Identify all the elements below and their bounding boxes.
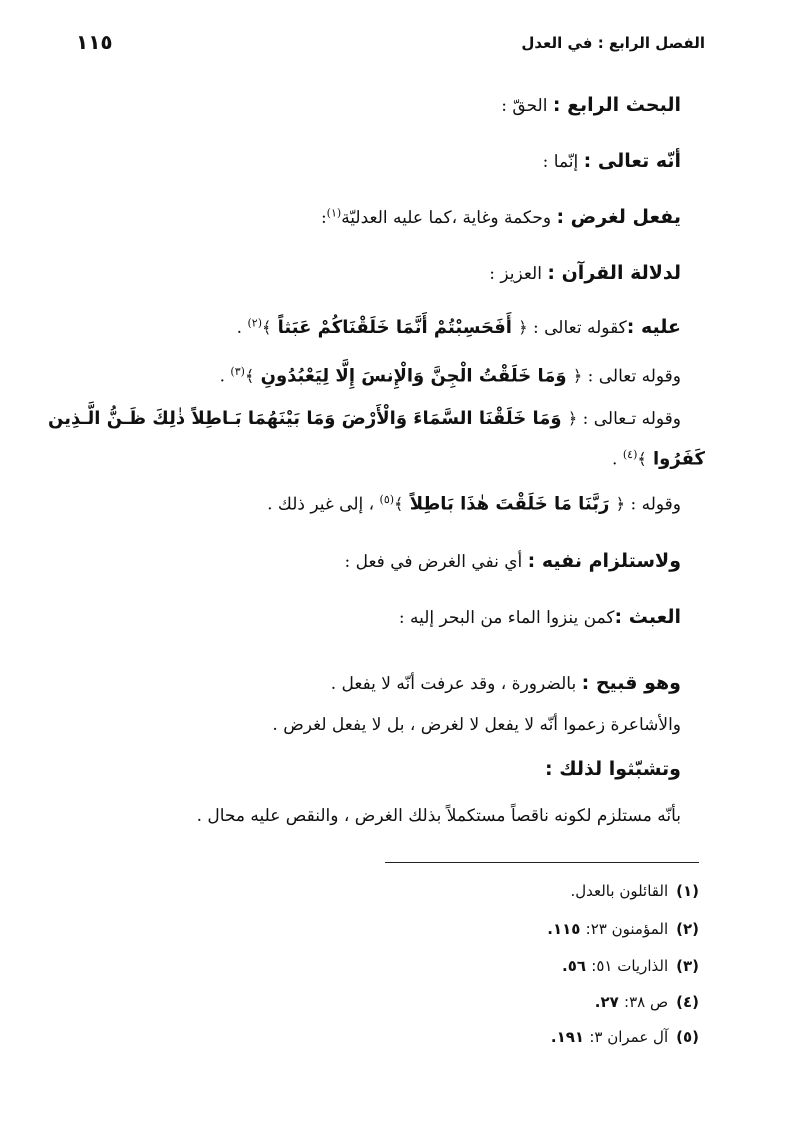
line-tail: . bbox=[219, 366, 231, 387]
footnote-5 bbox=[551, 1028, 699, 1046]
line-2 bbox=[543, 150, 681, 173]
heading-term: البحث الرابع : bbox=[552, 94, 681, 116]
heading-term: لدلالة القرآن : bbox=[547, 262, 681, 284]
line-10 bbox=[344, 550, 681, 573]
line-3 bbox=[321, 206, 681, 229]
quran-verse: أَفَحَسِبْتُمْ أَنَّمَا خَلَقْنَاكُمْ عَبَثاً bbox=[271, 317, 519, 338]
heading-term: ولاستلزام نفيه : bbox=[527, 550, 681, 572]
line-9 bbox=[267, 493, 681, 515]
line-text: الحقّ : bbox=[501, 96, 553, 116]
quran-verse: وَمَا خَلَقْتُ الْجِنَّ وَالْإِنسَ إِلَّا لِيَعْبُدُونِ bbox=[254, 365, 573, 387]
heading-term: يفعل لغرض : bbox=[556, 206, 681, 228]
footnote-ref: (٣) bbox=[230, 365, 245, 378]
quran-verse: وَمَا خَلَقْنَا السَّمَاءَ وَالْأَرْضَ وَمَا بَيْنَهُمَا بَـاطِلاً ذٰلِكَ ظَـنُّ الَّـذِين bbox=[48, 408, 568, 429]
quran-bracket-open: ﴿ bbox=[615, 494, 626, 514]
line-15 bbox=[197, 806, 681, 826]
quran-bracket-close: ﴾ bbox=[261, 318, 272, 337]
quran-bracket-close: ﴾ bbox=[244, 366, 255, 386]
line-13 bbox=[272, 715, 681, 735]
line-4 bbox=[489, 262, 681, 285]
quran-verse: رَبَّنَا مَا خَلَقْتَ هٰذَا بَاطِلاً bbox=[403, 493, 616, 515]
footnote-text: القائلون بالعدل. bbox=[570, 882, 669, 900]
footnote-ref: (١) bbox=[326, 206, 342, 220]
footnote-number: (٥) bbox=[676, 1028, 699, 1046]
page-number: ١١٥ bbox=[76, 30, 113, 54]
line-5 bbox=[237, 316, 681, 339]
footnote-text: الذاريات ٥١: bbox=[591, 957, 669, 975]
footnote-number: (٣) bbox=[676, 957, 699, 975]
quran-bracket-open: ﴿ bbox=[567, 409, 578, 428]
running-header-title: الفصل الرابع : في العدل bbox=[521, 34, 705, 52]
heading-term: وتشبّثوا لذلك : bbox=[545, 758, 681, 780]
heading-term: أنّه تعالى : bbox=[583, 150, 681, 172]
line-text: إنّما : bbox=[542, 152, 584, 172]
footnote-number: (٤) bbox=[676, 993, 699, 1011]
line-tail: . bbox=[612, 449, 623, 470]
footnote-4 bbox=[595, 993, 699, 1011]
line-14 bbox=[545, 758, 681, 781]
heading-term: العبث : bbox=[614, 606, 681, 628]
line-tail: : bbox=[320, 208, 327, 228]
line-text: كقوله تعالى : bbox=[527, 318, 627, 338]
line-7 bbox=[48, 408, 681, 430]
heading-term: عليه : bbox=[626, 316, 681, 338]
heading-term: وهو قبيح : bbox=[581, 672, 681, 694]
footnote-3 bbox=[562, 957, 699, 975]
line-6 bbox=[220, 365, 681, 387]
footnote-number: (٢) bbox=[676, 920, 699, 938]
quran-bracket-open: ﴿ bbox=[572, 366, 583, 386]
footnote-number: (١) bbox=[676, 882, 699, 900]
quran-bracket-close: ﴾ bbox=[637, 449, 647, 469]
line-text: وحكمة وغاية ،كما عليه العدليّة bbox=[341, 208, 557, 228]
footnote-text: المؤمنون ٢٣: bbox=[585, 920, 669, 938]
footnote-text: آل عمران ٣: bbox=[589, 1028, 669, 1046]
footnote-verse-ref: ١١٥. bbox=[547, 920, 586, 938]
footnote-ref: (٢) bbox=[247, 316, 262, 330]
line-text: والأشاعرة زعموا أنّه لا يفعل لا لغرض ، بل لا يفعل لغرض . bbox=[272, 715, 681, 735]
footnote-1 bbox=[570, 882, 699, 900]
line-8 bbox=[612, 448, 705, 470]
line-text: العزيز : bbox=[489, 264, 548, 284]
line-text: بالضرورة ، وقد عرفت أنّه لا يفعل . bbox=[330, 674, 582, 694]
line-1 bbox=[501, 94, 681, 117]
line-text: كمن ينزوا الماء من البحر إليه : bbox=[398, 608, 615, 628]
line-text: وقوله تعالى : bbox=[582, 366, 681, 387]
line-text: أي نفي الغرض في فعل : bbox=[344, 552, 528, 572]
line-tail: . bbox=[236, 318, 248, 338]
footnote-separator bbox=[385, 862, 699, 863]
footnote-text: ص ٣٨: bbox=[624, 993, 669, 1011]
quran-bracket-close: ﴾ bbox=[394, 494, 404, 514]
line-tail: ، إلى غير ذلك . bbox=[267, 494, 380, 515]
footnote-ref: (٥) bbox=[379, 493, 395, 506]
line-text: بأنّه مستلزم لكونه ناقصاً مستكملاً بذلك الغرض ، والنقص عليه محال . bbox=[196, 806, 681, 826]
footnote-ref: (٤) bbox=[622, 448, 638, 461]
line-12 bbox=[331, 672, 681, 695]
footnote-2 bbox=[547, 920, 699, 938]
line-11 bbox=[399, 606, 681, 629]
footnote-verse-ref: ١٩١. bbox=[550, 1028, 590, 1046]
quran-verse: كَفَرُوا bbox=[646, 448, 705, 470]
footnote-verse-ref: ٢٧. bbox=[594, 993, 625, 1011]
footnote-verse-ref: ٥٦. bbox=[562, 957, 592, 975]
line-text: وقوله : bbox=[625, 494, 681, 515]
line-text: وقوله تـعالى : bbox=[577, 409, 681, 429]
quran-bracket-open: ﴿ bbox=[518, 318, 528, 337]
